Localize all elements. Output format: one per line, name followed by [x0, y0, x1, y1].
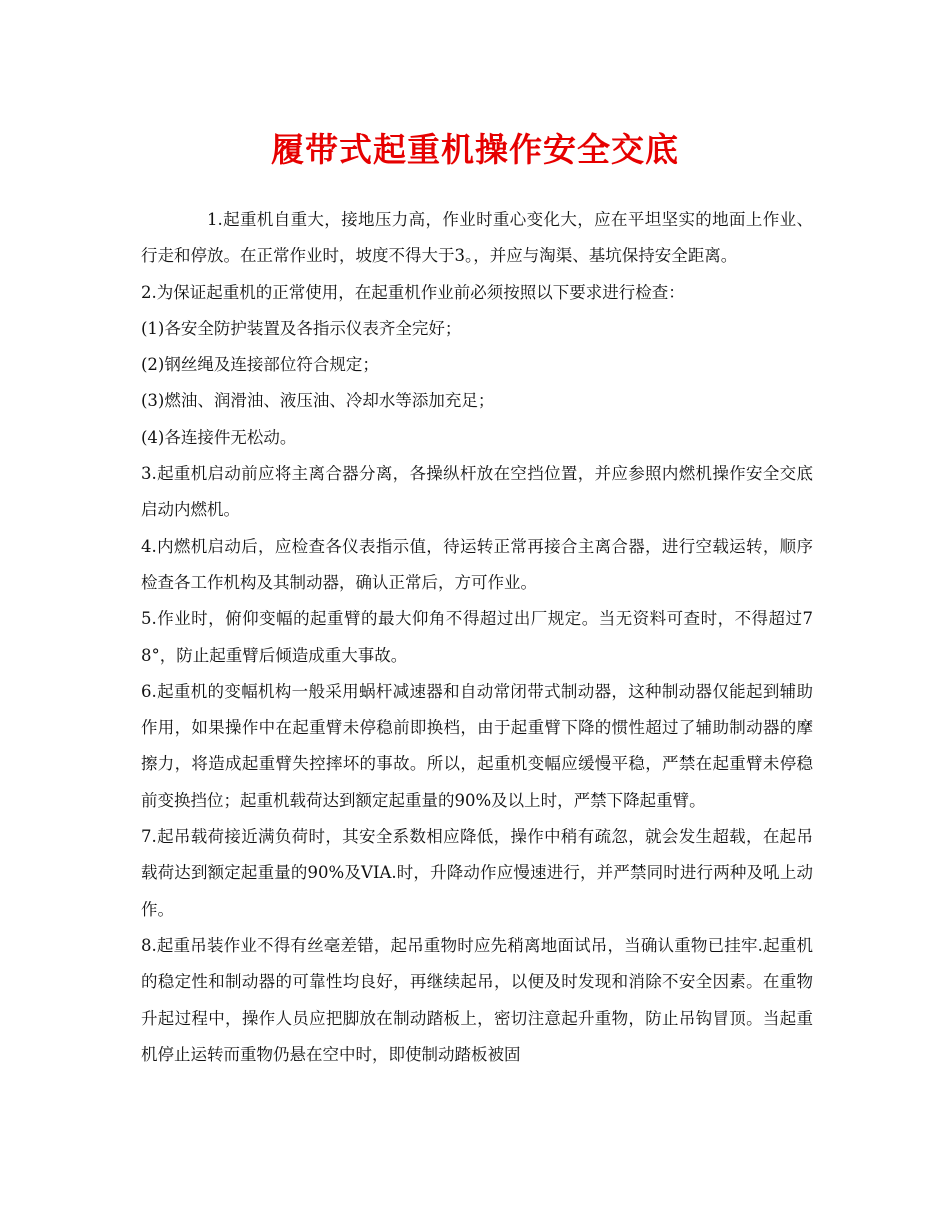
document-title: 履带式起重机操作安全交底 — [271, 130, 679, 169]
paragraph-5: 5.作业时，俯仰变幅的起重臂的最大仰角不得超过出厂规定。当无资料可查时，不得超过78°，防止起重臂后倾造成重大事故。 — [141, 609, 813, 665]
paragraph-3: 3.起重机启动前应将主离合器分离，各操纵杆放在空挡位置，并应参照内燃机操作安全交底启动内燃机。 — [141, 464, 813, 520]
checklist-item-2: (2)钢丝绳及连接部位符合规定； — [141, 355, 379, 375]
paragraph-6: 6.起重机的变幅机构一般采用蜗杆减速器和自动常闭带式制动器，这种制动器仅能起到辅助作用，如果操作中在起重臂未停稳前即换档，由于起重臂下降的惯性超过了辅助制动器的摩擦力，将造成起重臂失控摔坏的事故。所以，起重机变幅应缓慢平稳，严禁在起重臂未停稳前变换挡位；起重机载荷达到额定起重量的90%及以上时，严禁下降起重臂。 — [141, 681, 813, 810]
checklist-item-3: (3)燃油、润滑油、液压油、冷却水等添加充足； — [141, 391, 495, 411]
checklist-item-4: (4)各连接件无松动。 — [141, 427, 297, 447]
paragraph-2: 2.为保证起重机的正常使用，在起重机作业前必须按照以下要求进行检查： — [141, 282, 685, 302]
paragraph-7: 7.起吊载荷接近满负荷时，其安全系数相应降低，操作中稍有疏忽，就会发生超载，在起吊载荷达到额定起重量的90%及VIA.时，升降动作应慢速进行，并严禁同时进行两种及吼上动作。 — [141, 827, 813, 919]
paragraph-4: 4.内燃机启动后，应检查各仪表指示值，待运转正常再接合主离合器，进行空载运转，顺序检查各工作机构及其制动器，确认正常后，方可作业。 — [141, 536, 813, 592]
paragraph-1: 1.起重机自重大，接地压力高，作业时重心变化大，应在平坦坚实的地面上作业、行走和停放。在正常作业时，坡度不得大于3。，并应与淘渠、基坑保持安全距离。 — [141, 210, 813, 266]
checklist-item-1: (1)各安全防护装置及各指示仪表齐全完好； — [141, 318, 462, 338]
paragraph-8: 8.起重吊装作业不得有丝毫差错，起吊重物时应先稍离地面试吊，当确认重物已挂牢.起重机的稳定性和制动器的可靠性均良好，再继续起吊，以便及时发现和消除不安全因素。在重物升起过程中，操作人员应把脚放在制动踏板上，密切注意起升重物，防止吊钩冒顶。当起重机停止运转而重物仍悬在空中时，即使制动踏板被固 — [141, 935, 813, 1064]
document-body — [141, 202, 813, 1073]
